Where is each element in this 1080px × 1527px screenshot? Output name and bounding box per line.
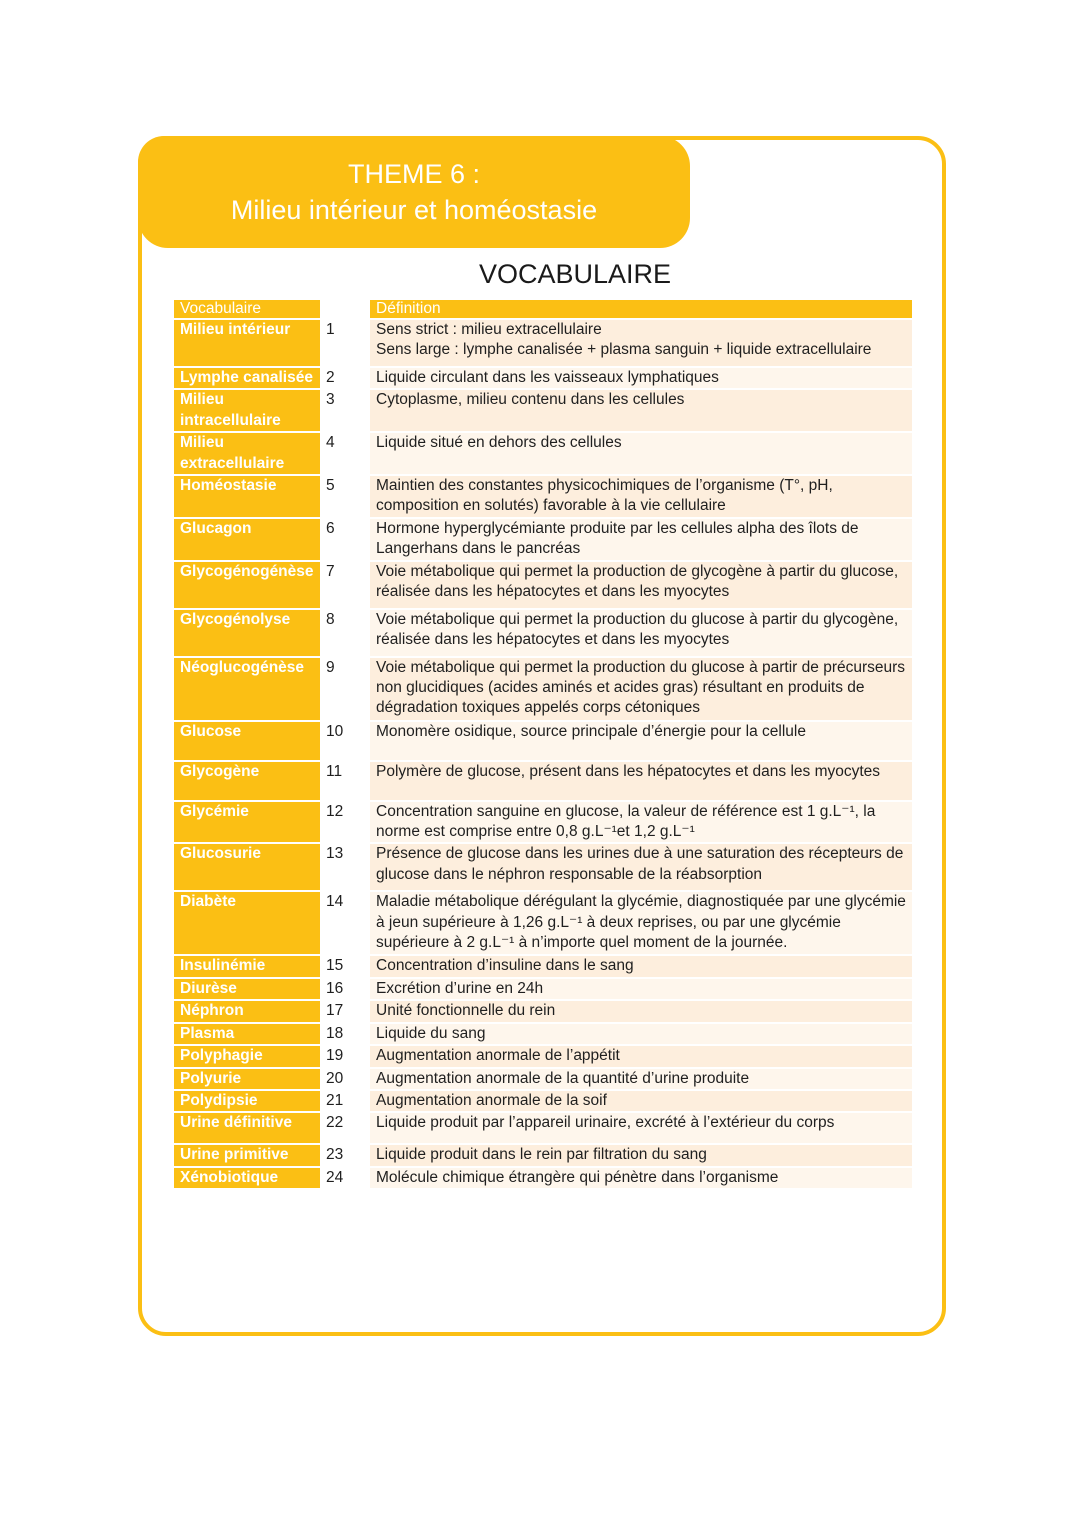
- vocab-definition: [370, 762, 912, 802]
- vocab-definition: [370, 1046, 912, 1068]
- vocab-number: 4: [320, 433, 370, 476]
- vocab-definition: [370, 658, 912, 722]
- vocab-term: Glycogène: [174, 762, 320, 802]
- table-row: [174, 1091, 912, 1113]
- definition-line: Concentration d’insuline dans le sang: [376, 957, 634, 975]
- vocab-number: 19: [320, 1046, 370, 1068]
- vocab-term: Diurèse: [174, 979, 320, 1001]
- definition-line: Voie métabolique qui permet la production du glucose à partir du glycogène, réalisée dans les hépatocytes et dans les myocytes: [376, 610, 899, 649]
- vocab-number: 17: [320, 1001, 370, 1023]
- table-row: [174, 519, 912, 562]
- vocab-number: 10: [320, 722, 370, 762]
- vocab-definition: [370, 320, 912, 368]
- vocab-definition: [370, 1168, 912, 1190]
- vocab-term: Glucagon: [174, 519, 320, 562]
- table-row: [174, 1001, 912, 1023]
- definition-line: Maladie métabolique dérégulant la glycémie, diagnostiquée par une glycémie à jeun supérieure à 1,26 g.L⁻¹ à deux reprises, ou par une glycémie supérieure à 2 g.L⁻¹ à n’importe quel moment de la journée.: [376, 893, 906, 952]
- vocab-number: 1: [320, 320, 370, 368]
- vocab-term: Lymphe canalisée: [174, 368, 320, 390]
- vocab-term: Urine primitive: [174, 1145, 320, 1167]
- vocab-definition: [370, 1001, 912, 1023]
- definition-line: Voie métabolique qui permet la production de glycogène à partir du glucose, réalisée dans les hépatocytes et dans les myocytes: [376, 562, 899, 601]
- table-row: [174, 956, 912, 978]
- theme-banner: [138, 136, 690, 248]
- table-row: [174, 658, 912, 722]
- vocab-number: 16: [320, 979, 370, 1001]
- header-num: [320, 300, 370, 320]
- table-header-row: [174, 300, 912, 320]
- vocab-definition: [370, 1069, 912, 1091]
- vocab-term: Milieu intérieur: [174, 320, 320, 368]
- vocab-number: 14: [320, 892, 370, 956]
- table-row: [174, 844, 912, 892]
- table-row: [174, 562, 912, 610]
- theme-title: Milieu intérieur et homéostasie: [230, 195, 598, 225]
- vocab-number: 20: [320, 1069, 370, 1091]
- vocab-number: 3: [320, 390, 370, 433]
- vocab-number: 13: [320, 844, 370, 892]
- definition-line: Hormone hyperglycémiante produite par les cellules alpha des îlots de Langerhans dans le pancréas: [376, 519, 859, 558]
- definition-line: Liquide circulant dans les vaisseaux lymphatiques: [376, 369, 719, 386]
- table-row: [174, 722, 912, 762]
- table-row: [174, 979, 912, 1001]
- vocab-term: Milieu intracellulaire: [174, 390, 320, 433]
- table-row: [174, 1168, 912, 1190]
- vocab-definition: [370, 892, 912, 956]
- vocab-term: Homéostasie: [174, 476, 320, 519]
- vocab-term: Insulinémie: [174, 956, 320, 978]
- vocab-number: 12: [320, 802, 370, 845]
- vocab-term: Diabète: [174, 892, 320, 956]
- vocab-term: Plasma: [174, 1024, 320, 1046]
- definition-line: Liquide du sang: [376, 1024, 486, 1042]
- table-row: [174, 1046, 912, 1068]
- vocab-number: 7: [320, 562, 370, 610]
- vocab-definition: [370, 956, 912, 978]
- vocab-definition: [370, 1113, 912, 1145]
- vocab-term: Polydipsie: [174, 1091, 320, 1113]
- vocab-definition: [370, 1145, 912, 1167]
- vocab-definition: [370, 476, 912, 519]
- vocab-definition: [370, 979, 912, 1001]
- vocab-term: Néphron: [174, 1001, 320, 1023]
- vocab-number: 6: [320, 519, 370, 562]
- header-term: Vocabulaire: [174, 300, 320, 320]
- vocabulary-table: [174, 300, 912, 1190]
- table-row: [174, 320, 912, 368]
- vocab-number: 18: [320, 1024, 370, 1046]
- definition-line: Sens large : lymphe canalisée + plasma sanguin + liquide extracellulaire: [376, 341, 872, 359]
- definition-line: Liquide produit par l’appareil urinaire, excrété à l’extérieur du corps: [376, 1114, 835, 1132]
- table-row: [174, 802, 912, 845]
- definition-line: Augmentation anormale de la soif: [376, 1091, 607, 1109]
- definition-line: Polymère de glucose, présent dans les hépatocytes et dans les myocytes: [376, 762, 881, 780]
- definition-line: Concentration sanguine en glucose, la valeur de référence est 1 g.L⁻¹, la norme est comprise entre 0,8 g.L⁻¹et 1,2 g.L⁻¹: [376, 802, 876, 841]
- table-row: [174, 1113, 912, 1145]
- vocab-term: Glycémie: [174, 802, 320, 845]
- definition-line: Cytoplasme, milieu contenu dans les cellules: [376, 391, 685, 409]
- definition-line: Voie métabolique qui permet la production du glucose à partir de précurseurs non glucidiques (acides aminés et acides gras) résultant en produits de dégradation toxiques appelés corps cétoniques: [376, 658, 906, 717]
- vocab-number: 11: [320, 762, 370, 802]
- vocab-term: Polyurie: [174, 1069, 320, 1091]
- vocab-definition: [370, 1091, 912, 1113]
- vocab-definition: [370, 433, 912, 476]
- table-row: [174, 1024, 912, 1046]
- vocab-definition: [370, 368, 912, 390]
- table-row: [174, 892, 912, 956]
- definition-line: Augmentation anormale de la quantité d’urine produite: [376, 1069, 750, 1087]
- theme-number: THEME 6 :: [347, 159, 481, 189]
- vocab-definition: [370, 722, 912, 762]
- definition-line: Présence de glucose dans les urines due à une saturation des récepteurs de glucose dans le néphron responsable de la réabsorption: [376, 845, 904, 883]
- vocab-definition: [370, 802, 912, 845]
- vocab-term: Polyphagie: [174, 1046, 320, 1068]
- vocab-number: 22: [320, 1113, 370, 1145]
- table-row: [174, 1069, 912, 1091]
- definition-line: Unité fonctionnelle du rein: [376, 1002, 556, 1020]
- vocab-number: 24: [320, 1168, 370, 1190]
- definition-line: Augmentation anormale de l’appétit: [376, 1047, 620, 1065]
- table-body: [174, 320, 912, 1190]
- vocab-definition: [370, 1024, 912, 1046]
- vocab-definition: [370, 562, 912, 610]
- vocab-number: 23: [320, 1145, 370, 1167]
- table-row: [174, 368, 912, 390]
- vocab-term: Glucose: [174, 722, 320, 762]
- vocab-definition: [370, 519, 912, 562]
- definition-line: Monomère osidique, source principale d’énergie pour la cellule: [376, 722, 806, 740]
- definition-line: Molécule chimique étrangère qui pénètre dans l’organisme: [376, 1168, 779, 1186]
- vocab-term: Glucosurie: [174, 844, 320, 892]
- vocab-number: 2: [320, 368, 370, 390]
- vocab-term: Glycogénolyse: [174, 610, 320, 658]
- vocab-definition: [370, 610, 912, 658]
- vocab-term: Néoglucogénèse: [174, 658, 320, 722]
- vocab-definition: [370, 390, 912, 433]
- definition-line: Excrétion d’urine en 24h: [376, 979, 544, 997]
- vocab-number: 8: [320, 610, 370, 658]
- table-row: [174, 1145, 912, 1167]
- definition-line: Sens strict : milieu extracellulaire: [376, 321, 602, 338]
- vocab-term: Urine définitive: [174, 1113, 320, 1145]
- section-title: VOCABULAIRE: [478, 259, 672, 289]
- vocab-number: 9: [320, 658, 370, 722]
- header-definition: Définition: [370, 300, 912, 320]
- table-row: [174, 433, 912, 476]
- vocab-term: Glycogénogénèse: [174, 562, 320, 610]
- definition-line: Maintien des constantes physicochimiques de l’organisme (T°, pH, composition en solutés) favorable à la vie cellulaire: [376, 477, 833, 515]
- definition-line: Liquide situé en dehors des cellules: [376, 434, 622, 452]
- table-row: [174, 390, 912, 433]
- vocab-number: 21: [320, 1091, 370, 1113]
- vocab-term: Milieu extracellulaire: [174, 433, 320, 476]
- definition-line: Liquide produit dans le rein par filtration du sang: [376, 1146, 707, 1164]
- vocab-number: 5: [320, 476, 370, 519]
- table-row: [174, 762, 912, 802]
- vocab-term: Xénobiotique: [174, 1168, 320, 1190]
- vocab-number: 15: [320, 956, 370, 978]
- table-row: [174, 610, 912, 658]
- table-row: [174, 476, 912, 519]
- vocab-definition: [370, 844, 912, 892]
